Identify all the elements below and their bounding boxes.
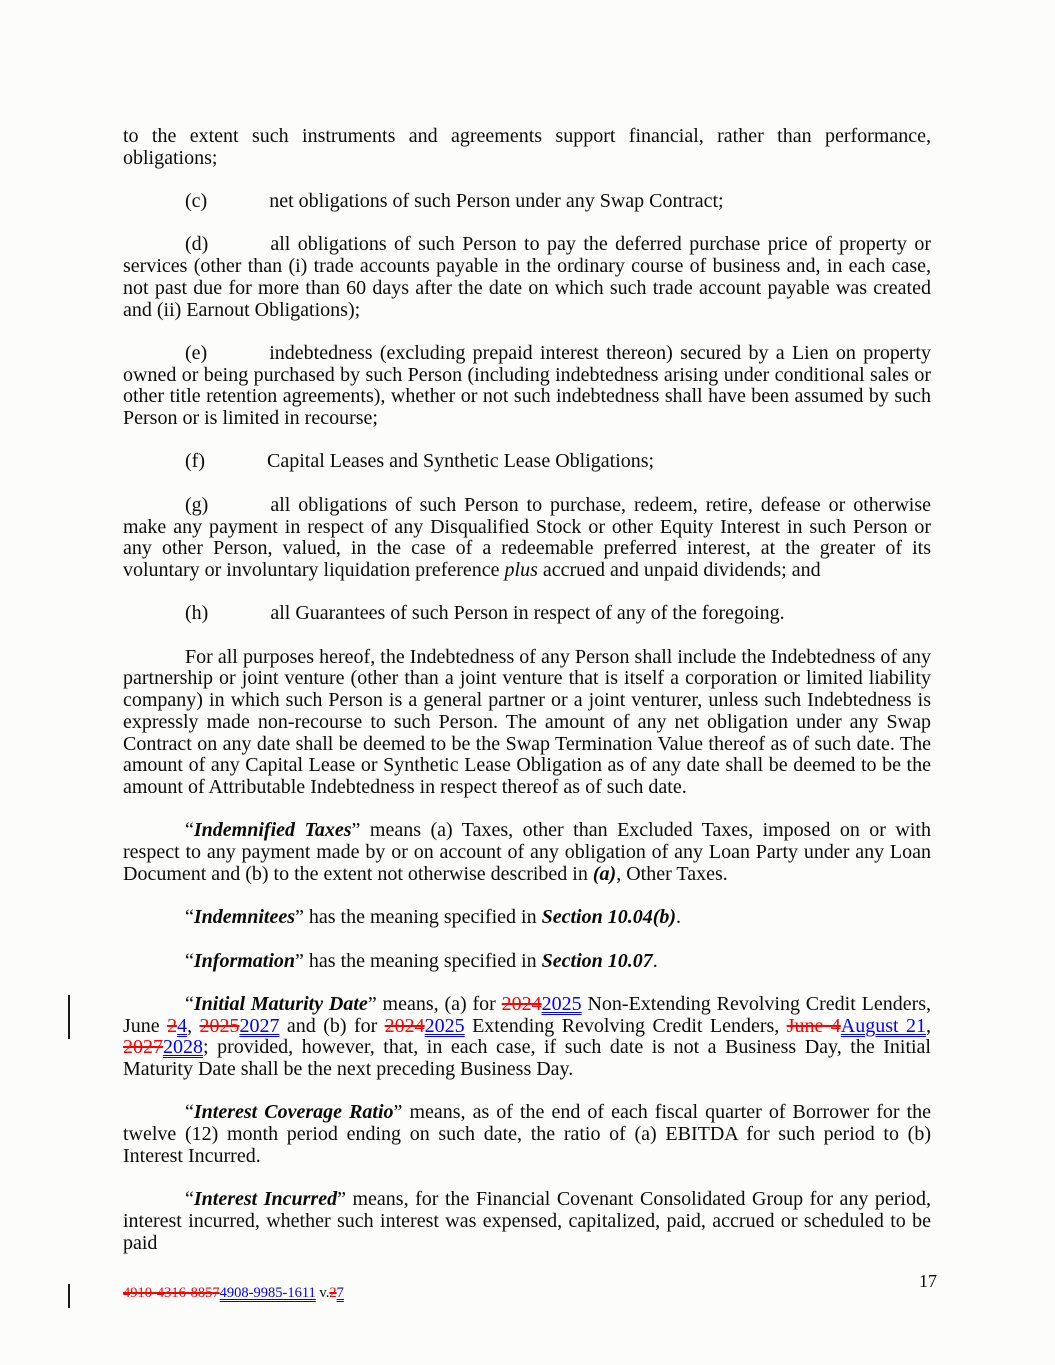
- document-body: [123, 126, 931, 1276]
- text-run: to the extent such instruments and agreements support financial, rather than performance, obligations;: [123, 125, 931, 169]
- text-run: Non-Extending Revolving Credit Lenders, June: [123, 992, 932, 1037]
- text-run: Extending Revolving Credit Lenders,: [464, 1014, 787, 1037]
- text-run: (a): [592, 862, 617, 885]
- deleted-text: 2: [167, 1014, 178, 1037]
- text-run: and (b) for: [279, 1014, 385, 1037]
- clause-c: [123, 191, 931, 213]
- deleted-text: 2027: [123, 1036, 163, 1059]
- deleted-text: 2024: [384, 1014, 425, 1037]
- text-run: indebtedness (excluding prepaid interest thereon) secured by a Lien on property owned or being purchased by such Person (including indebtedness arising under conditional sales or other title retention agreements), whether or not such indebtedness shall have been assumed by such Person or is limited in recourse;: [123, 341, 931, 430]
- deleted-text: 2025: [199, 1014, 240, 1037]
- text-run: ” has the meaning specified in: [295, 906, 542, 929]
- text-run: Initial Maturity Date: [193, 992, 368, 1015]
- text-run: .: [676, 906, 682, 929]
- text-run: “: [185, 1188, 194, 1211]
- text-run: plus: [504, 558, 538, 581]
- paragraph-interest-coverage-ratio: [123, 1102, 931, 1167]
- text-run: Indemnitees: [193, 906, 296, 929]
- inserted-text: 7: [336, 1285, 344, 1301]
- text-run: For all purposes hereof, the Indebtedness of any Person shall include the Indebtedness of any partnership or joint venture (other than a joint venture that is itself a corporation or limited liability company) in which such Person is a general partner or a joint venturer, unless such Indebtedness is expressly made non-recourse to such Person. The amount of any net obligation under any Swap Contract on any date shall be deemed to be the Swap Termination Value thereof as of such date. The amount of any Capital Lease or Synthetic Lease Obligation as of any date shall be deemed to be the amount of Attributable Indebtedness in respect thereof as of such date.: [123, 645, 931, 798]
- text-run: .: [652, 949, 658, 972]
- text-run: (c): [185, 190, 208, 213]
- text-run: (d): [185, 233, 209, 256]
- text-run: Interest Coverage Ratio: [193, 1101, 394, 1124]
- text-run: accrued and unpaid dividends; and: [537, 558, 821, 581]
- paragraph-for-all-purposes: [123, 647, 931, 799]
- clause-d: [123, 234, 931, 321]
- text-run: “: [185, 949, 194, 972]
- deleted-text: 2024: [501, 992, 542, 1015]
- inserted-text: 4: [177, 1014, 188, 1037]
- text-run: “: [185, 906, 194, 929]
- revision-change-bar: [68, 1284, 70, 1308]
- paragraph-initial-maturity-date: [123, 994, 931, 1081]
- paragraph-indemnitees: [123, 907, 931, 929]
- text-run: Section 10.07: [541, 949, 653, 972]
- page-number: 17: [919, 1271, 937, 1291]
- text-run: all Guarantees of such Person in respect of any of the foregoing.: [270, 602, 785, 625]
- text-run: ” means, as of the end of each fiscal quarter of Borrower for the twelve (12) month period ending on such date, the ratio of (a) EBITDA for such period to (b) Interest Incurred.: [123, 1101, 932, 1167]
- clause-e: [123, 343, 931, 430]
- deleted-text: June 4: [786, 1014, 841, 1037]
- text-run: (h): [185, 602, 209, 625]
- text-run: ” has the meaning specified in: [295, 949, 542, 972]
- text-run: Capital Leases and Synthetic Lease Obligations;: [266, 450, 655, 473]
- text-run: “: [185, 1101, 194, 1124]
- text-run: all obligations of such Person to purchase, redeem, retire, defease or otherwise make any payment in respect of any Disqualified Stock or other Equity Interest in such Person or any other Person, valued, in the case of a redeemable preferred interest, at the greater of its voluntary or involuntary liquidation preference: [123, 493, 931, 581]
- footer-doc-id: [123, 1284, 344, 1302]
- text-run: v.: [315, 1285, 330, 1301]
- text-run: ; provided, however, that, in each case, if such date is not a Business Day, the Initial Maturity Date shall be the next preceding Business Day.: [123, 1036, 931, 1081]
- text-run: “: [185, 819, 194, 842]
- text-run: ” means (a) Taxes, other than Excluded Taxes, imposed on or with respect to any payment made by or on account of any obligation of any Loan Party under any Loan Document and (b) to the extent not otherwise described in: [123, 819, 931, 885]
- paragraph-interest-incurred: [123, 1189, 931, 1254]
- inserted-text: 2025: [541, 992, 582, 1015]
- text-run: “: [185, 992, 194, 1015]
- text-run: ,: [925, 1014, 931, 1037]
- text-run: , Other Taxes.: [616, 862, 728, 885]
- inserted-text: 2027: [239, 1014, 280, 1037]
- clause-f: [123, 451, 931, 473]
- text-run: ,: [187, 1014, 200, 1037]
- text-run: ” means, for the Financial Covenant Consolidated Group for any period, interest incurred, whether such interest was expensed, capitalized, paid, accrued or scheduled to be paid: [123, 1188, 931, 1254]
- paragraph-information: [123, 951, 931, 973]
- paragraph-indemnified-taxes: [123, 820, 931, 885]
- clause-g: [123, 495, 931, 582]
- text-run: (e): [185, 341, 208, 364]
- text-run: Section 10.04(b): [541, 906, 677, 929]
- text-run: Information: [193, 949, 296, 972]
- text-run: Indemnified Taxes: [193, 819, 352, 842]
- text-run: (g): [185, 493, 209, 516]
- text-run: ” means, (a) for: [367, 992, 502, 1015]
- text-run: (f): [185, 450, 205, 473]
- inserted-text: 2025: [424, 1014, 465, 1037]
- revision-change-bar: [68, 995, 70, 1039]
- text-run: net obligations of such Person under any Swap Contract;: [269, 190, 724, 213]
- inserted-text: 2028: [163, 1036, 203, 1059]
- deleted-text: 2: [329, 1285, 337, 1301]
- inserted-text: August 21: [840, 1014, 926, 1037]
- paragraph-continuation-clause-b: [123, 126, 931, 169]
- text-run: Interest Incurred: [193, 1188, 338, 1211]
- inserted-text: 4908-9985-1611: [219, 1285, 316, 1301]
- clause-h: [123, 603, 931, 625]
- deleted-text: 4910-4316-8857: [123, 1285, 220, 1301]
- text-run: all obligations of such Person to pay the deferred purchase price of property or services (other than (i) trade accounts payable in the ordinary course of business and, in each case, not past due for more than 60 days after the date on which such trade account payable was created and (ii) Earnout Obligations);: [123, 233, 931, 321]
